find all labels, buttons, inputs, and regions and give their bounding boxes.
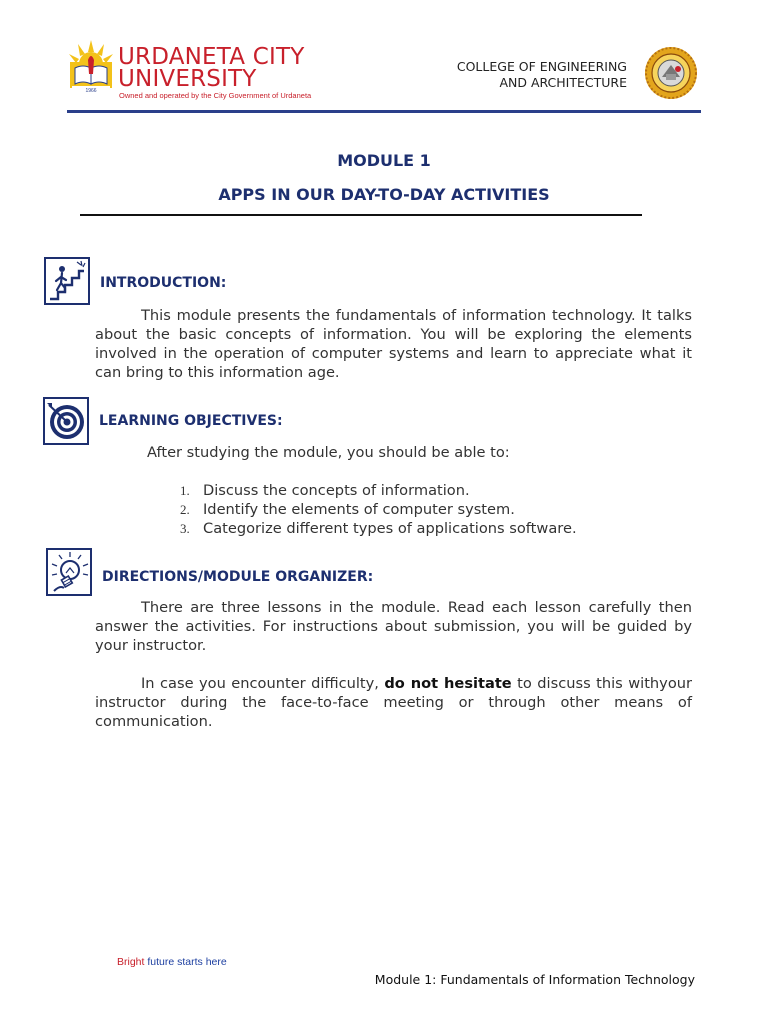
module-number: MODULE 1 bbox=[337, 151, 431, 170]
emblem-year: 1966 bbox=[85, 88, 97, 94]
lightbulb-icon bbox=[46, 548, 92, 596]
list-item bbox=[180, 481, 577, 500]
footer-slogan bbox=[117, 956, 227, 968]
list-item-number: 2. bbox=[180, 502, 190, 517]
target-icon bbox=[43, 397, 89, 445]
introduction-heading: INTRODUCTION: bbox=[100, 275, 227, 291]
module-title: APPS IN OUR DAY-TO-DAY ACTIVITIES bbox=[218, 185, 550, 204]
header-divider bbox=[67, 110, 701, 113]
list-item-text: Discuss the concepts of information. bbox=[203, 482, 470, 499]
objectives-heading: LEARNING OBJECTIVES: bbox=[99, 413, 283, 429]
college-name-line1: COLLEGE OF ENGINEERING bbox=[456, 59, 627, 74]
list-item bbox=[180, 519, 577, 538]
objectives-lead: After studying the module, you should be able to: bbox=[147, 444, 510, 461]
university-tagline: Owned and operated by the City Government of Urdaneta bbox=[119, 91, 312, 100]
text-segment: to discuss this withyour instructor during the face-to-face meeting or through other means of communication. bbox=[95, 675, 693, 730]
title-divider bbox=[80, 214, 642, 216]
stairs-climber-icon bbox=[44, 257, 90, 305]
college-name bbox=[457, 59, 627, 91]
college-seal bbox=[644, 46, 698, 100]
university-name-line1: URDANETA CITY bbox=[118, 44, 305, 70]
university-logo bbox=[66, 38, 116, 94]
footer-module-label: Module 1: Fundamentals of Information Technology bbox=[374, 972, 695, 987]
university-name-line2: UNIVERSITY bbox=[118, 66, 257, 92]
slogan-bright: Bright bbox=[117, 956, 145, 968]
objectives-list bbox=[180, 481, 577, 538]
directions-text: There are three lessons in the module. Read each lesson carefully then answer the activities. For instructions about submission, you will be guided by your instructor. bbox=[95, 599, 692, 654]
directions-heading: DIRECTIONS/MODULE ORGANIZER: bbox=[102, 569, 374, 585]
college-name-line2: AND ARCHITECTURE bbox=[499, 75, 627, 90]
list-item-text: Categorize different types of applications software. bbox=[203, 520, 577, 537]
slogan-rest: future starts here bbox=[144, 956, 227, 968]
list-item-text: Identify the elements of computer system. bbox=[203, 501, 515, 518]
university-name bbox=[118, 46, 304, 90]
list-item bbox=[180, 500, 577, 519]
directions-difficulty-text bbox=[95, 674, 692, 731]
list-item-number: 1. bbox=[180, 483, 190, 498]
introduction-text: This module presents the fundamentals of information technology. It talks about the basic concepts of information. You will be exploring the elements involved in the operation of computer systems and learn to appreciate what it can bring to this information age. bbox=[95, 307, 692, 381]
text-segment: In case you encounter difficulty, bbox=[141, 675, 385, 692]
emphasis-text: do not hesitate bbox=[384, 675, 512, 692]
list-item-number: 3. bbox=[180, 521, 190, 536]
